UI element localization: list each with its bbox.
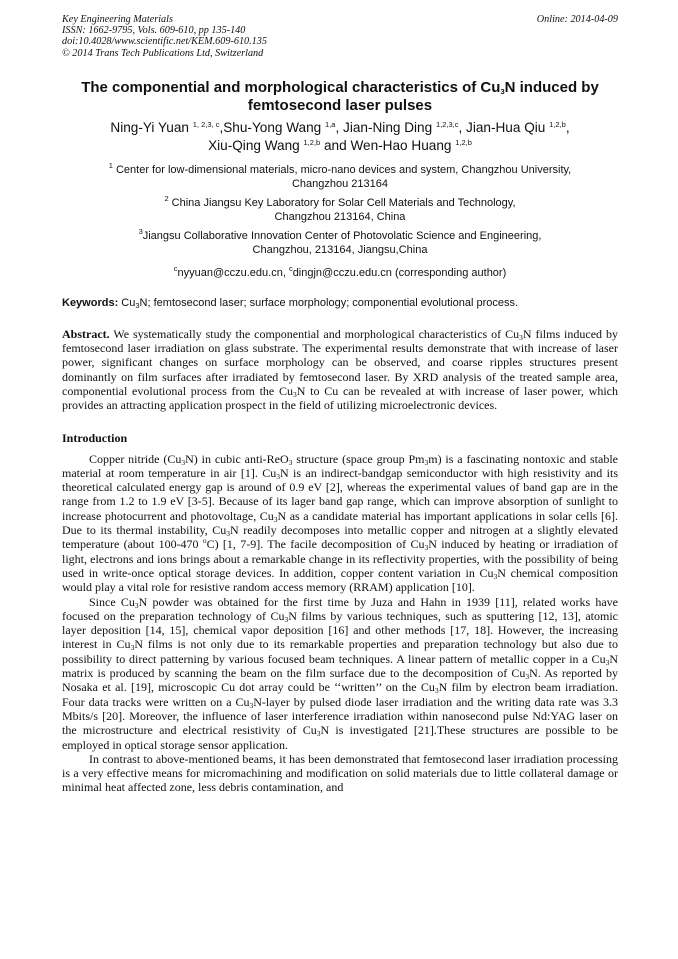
author: Xiu-Qing Wang $^{1,2,b}$ and — [208, 137, 351, 153]
online-date: Online: 2014-04-09 — [536, 14, 618, 25]
introduction-body — [62, 452, 618, 795]
journal-name: Key Engineering Materials — [62, 14, 173, 25]
keywords-label: Keywords: — [62, 296, 119, 309]
section-heading-introduction: Introduction — [62, 430, 128, 445]
affiliation-3: $^3$Jiangsu Collaborative Innovation Center of Photovolatic Science and Engineering, Changzhou, 213164, Jiangsu,China — [138, 226, 542, 257]
keywords: Keywords: $Cu_3N$; femtosecond laser; surface morphology; componential evolutional process. — [62, 296, 519, 310]
abstract-label: Abstract. — [62, 326, 110, 341]
author: Jian-Hua Qiu $^{1,2,b}$, — [466, 119, 570, 135]
journal-header — [62, 14, 618, 59]
doi-line: doi:10.4028/www.scientific.net/KEM.609-610.135 — [62, 36, 267, 48]
author: Ning-Yi Yuan $^{1, 2,3, c}$, — [110, 119, 224, 135]
author: Jian-Ning Ding $^{1,2,3,c}$, — [343, 119, 467, 135]
paragraph-2: Since $Cu_3N$ powder was obtained for the first time by Juza and Hahn in 1939 [11], related works have focused on the preparation technology of $Cu_3N$ films by various techniques, such as sputtering [12, 13], atomic layer deposition [14, 15], chemical vapor deposition [16] and other methods [17, 18]. However, the increasing interest in $Cu_3N$ films is not only due to its remarkable properties and preparation technology but also due to possibility to direct patterning by various focused beam techniques. A linear pattern of metallic copper in a $Cu_3N$ matrix is produced by scanning the beam on the film surface due to the decomposition of $Cu_3N$. As reported by Nosaka et al. [19], microscopic Cu dot array could be ‘‘written’’ on the $Cu_3N$ film by electron beam irradiation. Four data tracks were written on a $Cu_3N$-layer by pulsed diode laser irradiation and the writing data rate was 3.3 Mbits/s [20]. Moreover, the influence of laser interference irradiation within nanosecond pulse Nd:YAG laser on the microstructure and electrical resistivity of $Cu_3N$ is investigated [21].These structures are possible to be employed in optical storage sensor application. — [62, 594, 619, 752]
author-emails: $^c$nyyuan@cczu.edu.cn, $^c$dingjn@cczu.edu.cn (corresponding author) — [173, 263, 507, 279]
author-list — [62, 119, 618, 155]
affiliation-2: $^2$ China Jiangsu Key Laboratory for Solar Cell Materials and Technology, Changzhou 213164, China — [164, 193, 516, 224]
paragraph-1: Copper nitride $(Cu_3N)$ in cubic anti-ReO$_3$ structure (space group $Pm_3m$) is a fascinating nontoxic and stable material at room temperature in air [1]. $Cu_3N$ is an indirect-bandgap semiconductor with high resistivity and its theoretical calculated energy gap is around of 0.9 eV [2], whereas the experimental values of band gap are in the range from 1.2 to 1.9 eV [3-5]. Because of its lager band gap range, which can improve absorption of sunlight to increase photocurrent and photovoltage, $Cu_3N$ as a candidate material has important applications in solar cells [6]. Due to its thermal instability, $Cu_3N$ readily decomposes into metallic copper and nitrogen at a slightly elevated temperature (about 100-470 $^o$C) [1, 7-9]. The facile decomposition of $Cu_3N$ induced by heating or irradiation of light, electrons and ions brings about a remarkable change in its reflectivity properties, with the possibility of being used in write-once optical storage devices. In addition, copper content variation in $Cu_3N$ chemical composition would play a vital role for resistive random access memory (RRAM) application [10]. — [62, 451, 619, 595]
affiliation-1: $^1$ Center for low-dimensional materials, micro-nano devices and system, Changzhou University, Changzhou 213164 — [108, 160, 572, 191]
author: Shu-Yong Wang $^{1,a}$, — [223, 119, 344, 135]
abstract: Abstract. We systematically study the componential and morphological characteristics of $Cu_3N$ films induced by femtosecond laser irradiation on glass substrate. The experimental results demonstrate that with increase of laser power, significant changes on surface morphology can be observed, and coarse ripples structures present dominantly on film surfaces after irradiated by femtosecond laser. By XRD analysis of the treated sample area, componential evolutional process from the $Cu_3N$ to Cu can be revealed at with increase of laser power, which provides an attracting application prospect in the field of utilizing microelectronic devices. — [62, 326, 619, 413]
author: Wen-Hao Huang $^{1,2,b}$ — [350, 137, 472, 153]
copyright-line: © 2014 Trans Tech Publications Ltd, Switzerland — [62, 47, 264, 59]
issn-line: ISSN: 1662-9795, Vols. 609-610, pp 135-140 — [62, 25, 246, 37]
paragraph-3: In contrast to above-mentioned beams, it has been demonstrated that femtosecond laser irradiation processing is a very effective means for micromachining and modification on solid materials due to little collateral damage or minimal heat affected zone, less debris contamination, and — [62, 751, 618, 795]
paper-title: The componential and morphological characteristics of $Cu_3N$ induced by femtosecond laser pulses — [81, 78, 599, 114]
